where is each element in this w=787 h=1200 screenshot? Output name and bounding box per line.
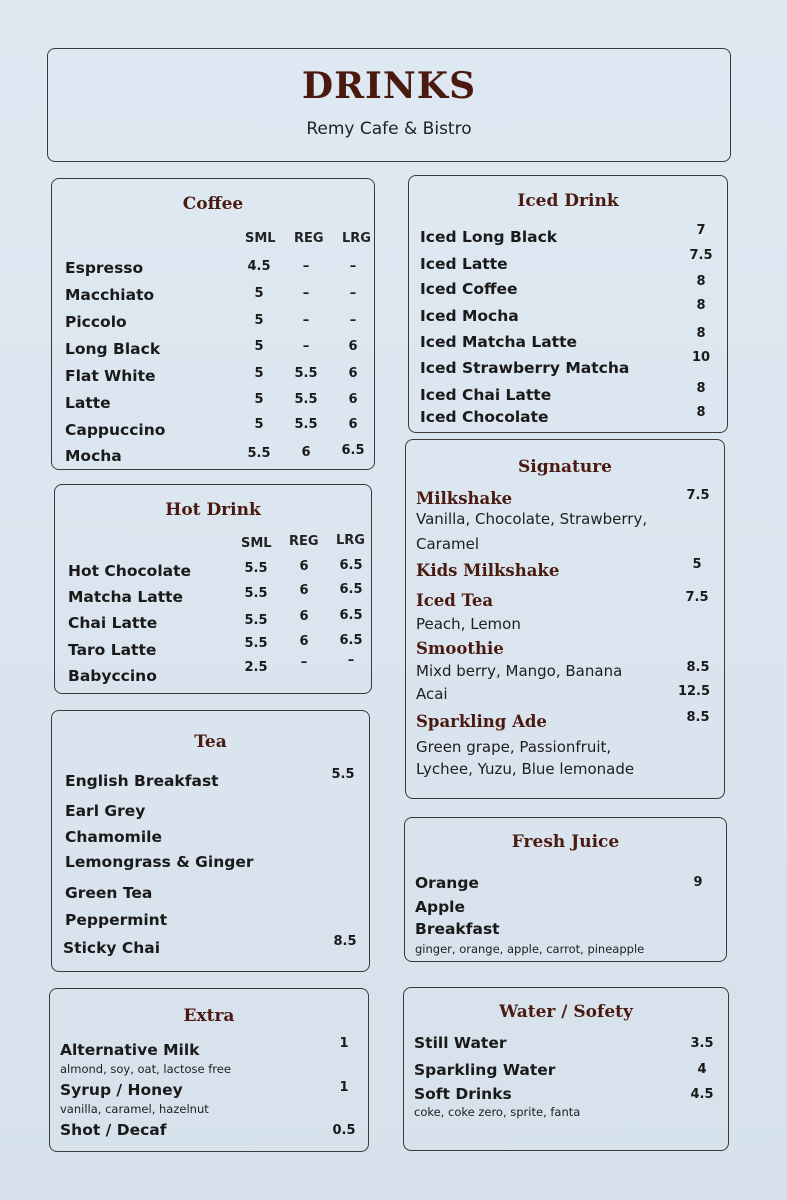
coffee-price-sml: 5	[254, 339, 264, 354]
coffee-item: Flat White	[65, 367, 156, 385]
coffee-item: Long Black	[65, 340, 161, 358]
hot-price-lrg: 6.5	[339, 582, 363, 597]
extra-desc: almond, soy, oat, lactose free	[60, 1062, 231, 1076]
hot-item: Hot Chocolate	[68, 562, 192, 580]
coffee-price-lrg: 6	[348, 417, 358, 432]
juice-price: 9	[693, 875, 703, 890]
water-item: Still Water	[414, 1034, 507, 1052]
iced-item: Iced Matcha Latte	[420, 333, 577, 351]
signature-title: Signature	[518, 457, 612, 477]
hot-price-sml: 5.5	[244, 613, 268, 628]
extra-item: Alternative Milk	[60, 1041, 200, 1059]
hot-price-reg: 6	[299, 609, 309, 624]
hot-header-lrg: LRG	[336, 533, 365, 548]
iced-item: Iced Mocha	[420, 307, 519, 325]
hot-item: Taro Latte	[68, 641, 157, 659]
tea-item: English Breakfast	[65, 772, 219, 790]
hot-price-lrg: 6.5	[339, 608, 363, 623]
extra-price: 0.5	[332, 1123, 356, 1138]
juice-item: Apple	[415, 898, 466, 916]
water-section	[403, 987, 729, 1151]
juice-desc: ginger, orange, apple, carrot, pineapple	[415, 942, 645, 956]
signature-desc: Lychee, Yuzu, Blue lemonade	[416, 760, 635, 778]
water-title: Water / Sofety	[499, 1002, 633, 1022]
title-box	[47, 48, 731, 162]
signature-item-ade: Sparkling Ade	[416, 712, 547, 731]
coffee-price-reg: 5.5	[294, 392, 318, 407]
signature-desc: Peach, Lemon	[416, 615, 521, 633]
coffee-price-sml: 5	[254, 417, 264, 432]
coffee-price-sml: 5	[254, 392, 264, 407]
tea-item: Chamomile	[65, 828, 162, 846]
juice-item: Orange	[415, 874, 479, 892]
signature-item-icedtea: Iced Tea	[416, 591, 494, 610]
signature-desc: Green grape, Passionfruit,	[416, 738, 612, 756]
iced-price: 10	[691, 350, 711, 365]
tea-item: Lemongrass & Ginger	[65, 853, 254, 871]
coffee-price-lrg: –	[349, 259, 357, 274]
hot-price-sml: 5.5	[244, 561, 268, 576]
hot-price-lrg: 6.5	[339, 558, 363, 573]
signature-price: 8.5	[686, 710, 710, 725]
hot-drink-section	[54, 484, 372, 694]
coffee-price-reg: –	[302, 259, 310, 274]
extra-item: Shot / Decaf	[60, 1121, 167, 1139]
coffee-price-lrg: –	[349, 313, 357, 328]
signature-item-smoothie: Smoothie	[416, 639, 504, 658]
iced-item: Iced Strawberry Matcha	[420, 359, 630, 377]
signature-item-kids: Kids Milkshake	[416, 561, 560, 580]
coffee-price-lrg: 6	[348, 366, 358, 381]
extra-item: Syrup / Honey	[60, 1081, 183, 1099]
coffee-price-sml: 4.5	[247, 259, 271, 274]
coffee-item: Latte	[65, 394, 111, 412]
water-desc: coke, coke zero, sprite, fanta	[414, 1105, 581, 1119]
coffee-item: Mocha	[65, 447, 122, 465]
signature-desc: Mixd berry, Mango, Banana	[416, 662, 623, 680]
coffee-header-reg: REG	[294, 231, 324, 246]
signature-price: 7.5	[685, 590, 709, 605]
coffee-price-reg: –	[302, 339, 310, 354]
coffee-title: Coffee	[182, 194, 244, 214]
iced-item: Iced Coffee	[420, 280, 518, 298]
coffee-price-lrg: 6	[348, 392, 358, 407]
tea-price: 8.5	[333, 934, 357, 949]
tea-item: Peppermint	[65, 911, 168, 929]
hot-price-reg: 6	[299, 583, 309, 598]
iced-price: 8	[696, 274, 706, 289]
coffee-price-reg: –	[302, 313, 310, 328]
hot-price-reg: –	[300, 655, 308, 670]
coffee-header-sml: SML	[245, 231, 276, 246]
iced-price: 7	[696, 223, 706, 238]
signature-section	[405, 439, 725, 799]
iced-item: Iced Chocolate	[420, 408, 549, 426]
coffee-price-lrg: 6.5	[341, 443, 365, 458]
coffee-price-reg: 5.5	[294, 366, 318, 381]
extra-price: 1	[339, 1080, 349, 1095]
signature-item-milkshake: Milkshake	[416, 489, 513, 508]
coffee-price-reg: 6	[301, 445, 311, 460]
tea-item: Earl Grey	[65, 802, 146, 820]
coffee-price-lrg: –	[349, 286, 357, 301]
hot-item: Babyccino	[68, 667, 157, 685]
iced-price: 8	[696, 381, 706, 396]
water-item: Sparkling Water	[414, 1061, 556, 1079]
hot-item: Chai Latte	[68, 614, 158, 632]
coffee-price-lrg: 6	[348, 339, 358, 354]
water-price: 4.5	[690, 1087, 714, 1102]
tea-title: Tea	[194, 732, 227, 752]
hot-price-lrg: 6.5	[339, 633, 363, 648]
water-item: Soft Drinks	[414, 1085, 512, 1103]
coffee-price-sml: 5	[254, 313, 264, 328]
hot-price-sml: 2.5	[244, 660, 268, 675]
hot-price-sml: 5.5	[244, 586, 268, 601]
extra-price: 1	[339, 1036, 349, 1051]
signature-price: 7.5	[686, 488, 710, 503]
coffee-price-sml: 5.5	[247, 446, 271, 461]
coffee-header-lrg: LRG	[342, 231, 371, 246]
hot-price-reg: 6	[299, 559, 309, 574]
iced-price: 8	[696, 405, 706, 420]
signature-desc: Vanilla, Chocolate, Strawberry,	[416, 510, 648, 528]
signature-price: 8.5	[686, 660, 710, 675]
hot-header-sml: SML	[241, 536, 272, 551]
iced-drink-section	[408, 175, 728, 433]
hot-item: Matcha Latte	[68, 588, 184, 606]
coffee-price-reg: –	[302, 286, 310, 301]
coffee-price-reg: 5.5	[294, 417, 318, 432]
iced-item: Iced Long Black	[420, 228, 558, 246]
hot-drink-title: Hot Drink	[165, 500, 261, 520]
signature-desc: Caramel	[416, 535, 480, 553]
water-price: 3.5	[690, 1036, 714, 1051]
iced-price: 8	[696, 326, 706, 341]
water-price: 4	[697, 1062, 707, 1077]
coffee-price-sml: 5	[254, 366, 264, 381]
fresh-juice-title: Fresh Juice	[511, 832, 620, 852]
fresh-juice-section	[404, 817, 727, 962]
coffee-price-sml: 5	[254, 286, 264, 301]
signature-price: 5	[692, 557, 702, 572]
tea-price: 5.5	[331, 767, 355, 782]
coffee-section	[51, 178, 375, 470]
extra-section	[49, 988, 369, 1152]
signature-desc: Acai	[416, 685, 448, 703]
iced-price: 7.5	[689, 248, 713, 263]
coffee-item: Piccolo	[65, 313, 127, 331]
hot-price-reg: 6	[299, 634, 309, 649]
extra-desc: vanilla, caramel, hazelnut	[60, 1102, 209, 1116]
hot-price-sml: 5.5	[244, 636, 268, 651]
menu-title: DRINKS	[301, 65, 477, 107]
signature-price: 12.5	[677, 684, 711, 699]
tea-item: Sticky Chai	[63, 939, 161, 957]
iced-item: Iced Chai Latte	[420, 386, 552, 404]
iced-drink-title: Iced Drink	[517, 191, 619, 211]
coffee-item: Espresso	[65, 259, 144, 277]
iced-item: Iced Latte	[420, 255, 508, 273]
coffee-item: Macchiato	[65, 286, 155, 304]
tea-section	[51, 710, 370, 972]
iced-price: 8	[696, 298, 706, 313]
coffee-item: Cappuccino	[65, 421, 166, 439]
hot-price-lrg: –	[347, 653, 355, 668]
hot-header-reg: REG	[289, 534, 319, 549]
menu-subtitle: Remy Cafe & Bistro	[306, 119, 472, 139]
juice-item: Breakfast	[415, 920, 500, 938]
tea-item: Green Tea	[65, 884, 153, 902]
extra-title: Extra	[183, 1006, 235, 1026]
